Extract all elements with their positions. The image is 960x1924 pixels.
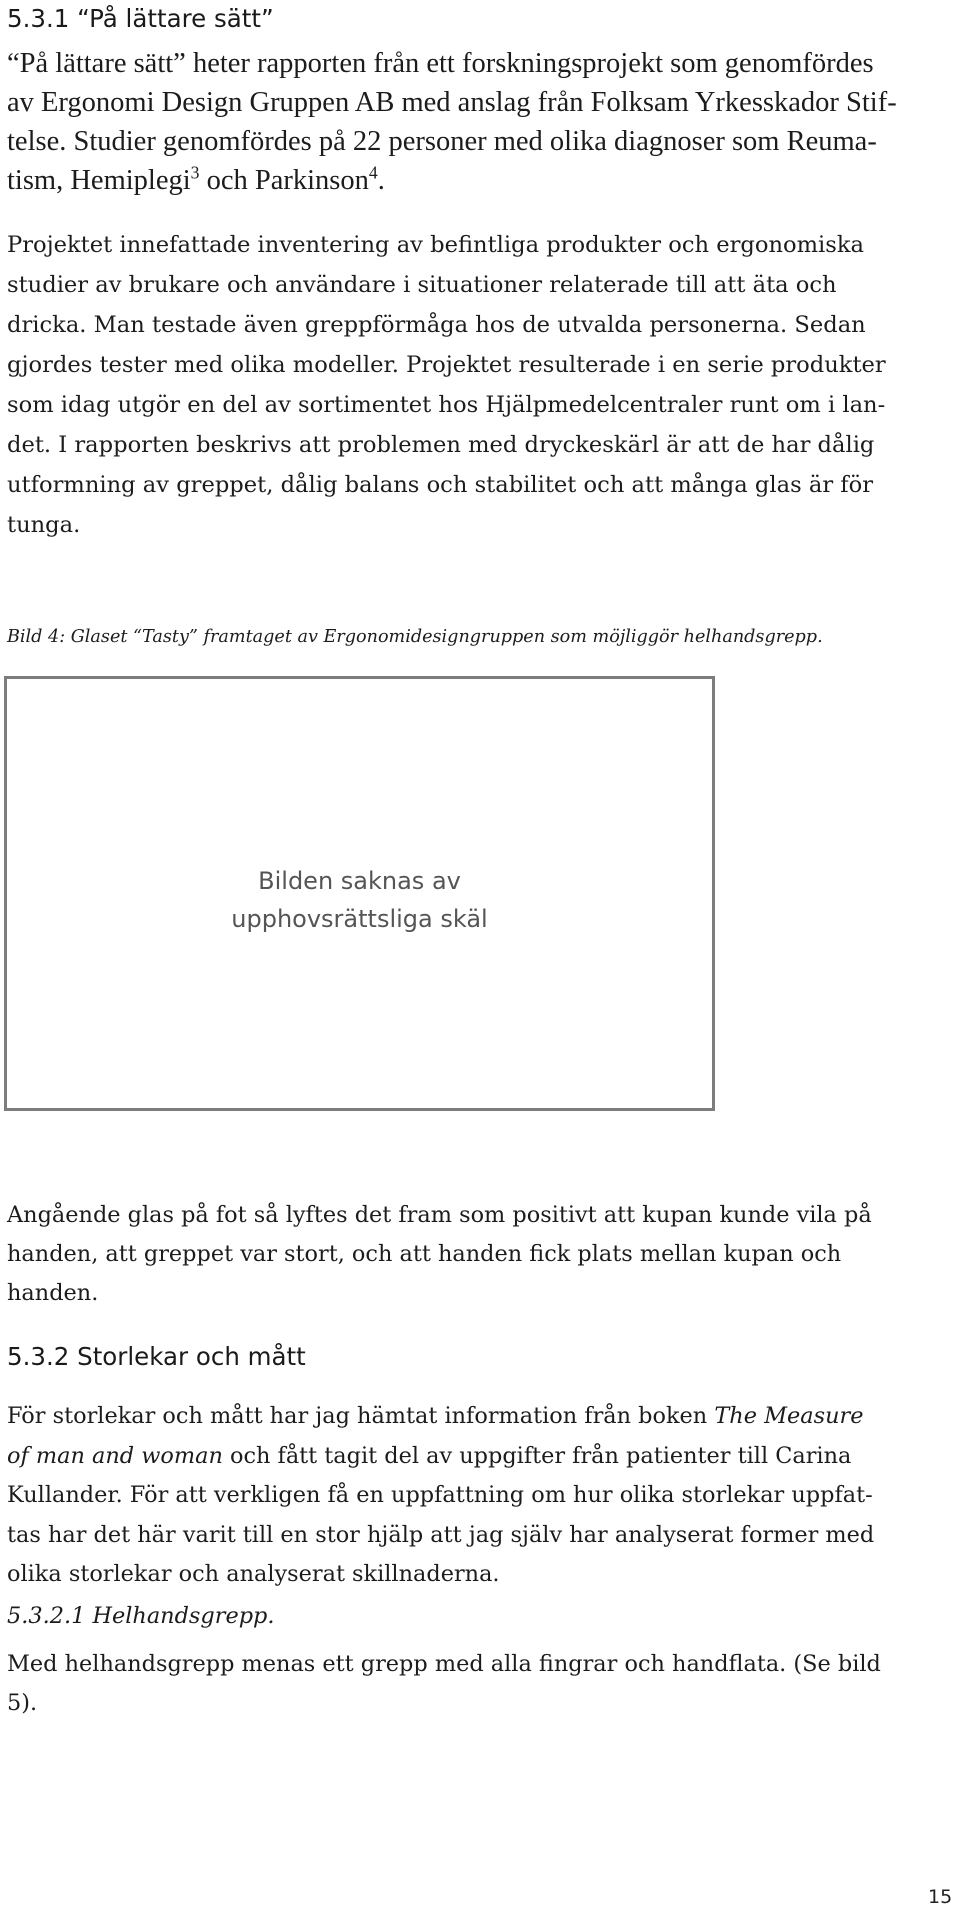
- footnote-ref-3: 3: [190, 162, 200, 183]
- text-run: .: [377, 165, 385, 196]
- page-number: 15: [928, 1886, 953, 1908]
- paragraph-line: olika storlekar och analyserat skillnaderna.: [7, 1561, 500, 1587]
- paragraph-line: av Ergonomi Design Gruppen AB med anslag från Folksam Yrkesskador Stif-: [7, 87, 897, 118]
- placeholder-text: [7, 862, 712, 938]
- paragraph-line: gjordes tester med olika modeller. Projektet resulterade i en serie produkter: [7, 352, 886, 378]
- text-run: och Parkinson: [199, 165, 369, 196]
- paragraph-line: dricka. Man testade även greppförmåga hos de utvalda personerna. Sedan: [7, 312, 866, 338]
- section-number: 5.3.1: [7, 4, 70, 33]
- paragraph-line: det. I rapporten beskrivs att problemen med dryckeskärl är att de har dålig: [7, 432, 875, 458]
- section-heading-5-3-2: [7, 1342, 306, 1372]
- book-title: of man and woman: [7, 1442, 223, 1469]
- paragraph-glas-pa-fot: [7, 1196, 952, 1313]
- section-heading-5-3-1: [7, 4, 274, 34]
- paragraph-line: “På lättare sätt” heter rapporten från ett forskningsprojekt som genomfördes: [7, 48, 874, 79]
- paragraph-storlekar: [7, 1397, 952, 1595]
- section-title: “På lättare sätt”: [77, 4, 274, 33]
- paragraph-projektet: [7, 225, 952, 545]
- placeholder-line: Bilden saknas av: [258, 867, 461, 895]
- book-title: The Measure: [714, 1403, 864, 1429]
- paragraph-line: tunga.: [7, 512, 81, 538]
- footnote-ref-4: 4: [368, 162, 378, 183]
- paragraph-line: handen, att greppet var stort, och att handen fick plats mellan kupan och: [7, 1241, 842, 1267]
- paragraph-line: som idag utgör en del av sortimentet hos Hjälpmedelcentraler runt om i lan-: [7, 392, 886, 418]
- section-number: 5.3.2.1: [7, 1603, 86, 1629]
- subsection-heading-5-3-2-1: [7, 1601, 275, 1631]
- placeholder-line: upphovsrättsliga skäl: [231, 905, 488, 933]
- paragraph-line: utformning av greppet, dålig balans och stabilitet och att många glas är för: [7, 472, 874, 498]
- text-run: och fått tagit del av uppgifter från patienter till Carina: [222, 1442, 852, 1469]
- text-run: För storlekar och mått har jag hämtat information från boken: [7, 1403, 715, 1429]
- paragraph-line: [7, 1397, 952, 1437]
- section-title: Storlekar och mått: [77, 1342, 306, 1371]
- paragraph-line: Projektet innefattade inventering av befintliga produkter och ergonomiska: [7, 232, 865, 258]
- paragraph-line: [7, 161, 952, 200]
- paragraph-line: telse. Studier genomfördes på 22 personer med olika diagnoser som Reuma-: [7, 126, 877, 157]
- paragraph-line: handen.: [7, 1280, 99, 1306]
- paragraph-line: studier av brukare och användare i situationer relaterade till att äta och: [7, 272, 837, 298]
- paragraph-line: Kullander. För att verkligen få en uppfattning om hur olika storlekar uppfat-: [7, 1482, 873, 1508]
- paragraph-helhandsgrepp: [7, 1645, 952, 1723]
- image-placeholder: [4, 676, 715, 1111]
- paragraph-line: [7, 1437, 952, 1477]
- paragraph-line: 5).: [7, 1690, 38, 1716]
- paragraph-line: tas har det här varit till en stor hjälp att jag själv har analyserat former med: [7, 1521, 875, 1548]
- paragraph-line: Med helhandsgrepp menas ett grepp med alla fingrar och handflata. (Se bild: [7, 1651, 881, 1677]
- section-number: 5.3.2: [7, 1342, 70, 1371]
- paragraph-pa-lattare-satt: [7, 44, 952, 200]
- text-run: tism, Hemiplegi: [7, 165, 191, 196]
- paragraph-line: Angående glas på fot så lyftes det fram som positivt att kupan kunde vila på: [7, 1202, 872, 1228]
- section-title: Helhandsgrepp.: [92, 1603, 275, 1629]
- figure-caption: Bild 4: Glaset “Tasty” framtaget av Ergonomidesigngruppen som möjliggör helhandsgrepp.: [7, 627, 823, 647]
